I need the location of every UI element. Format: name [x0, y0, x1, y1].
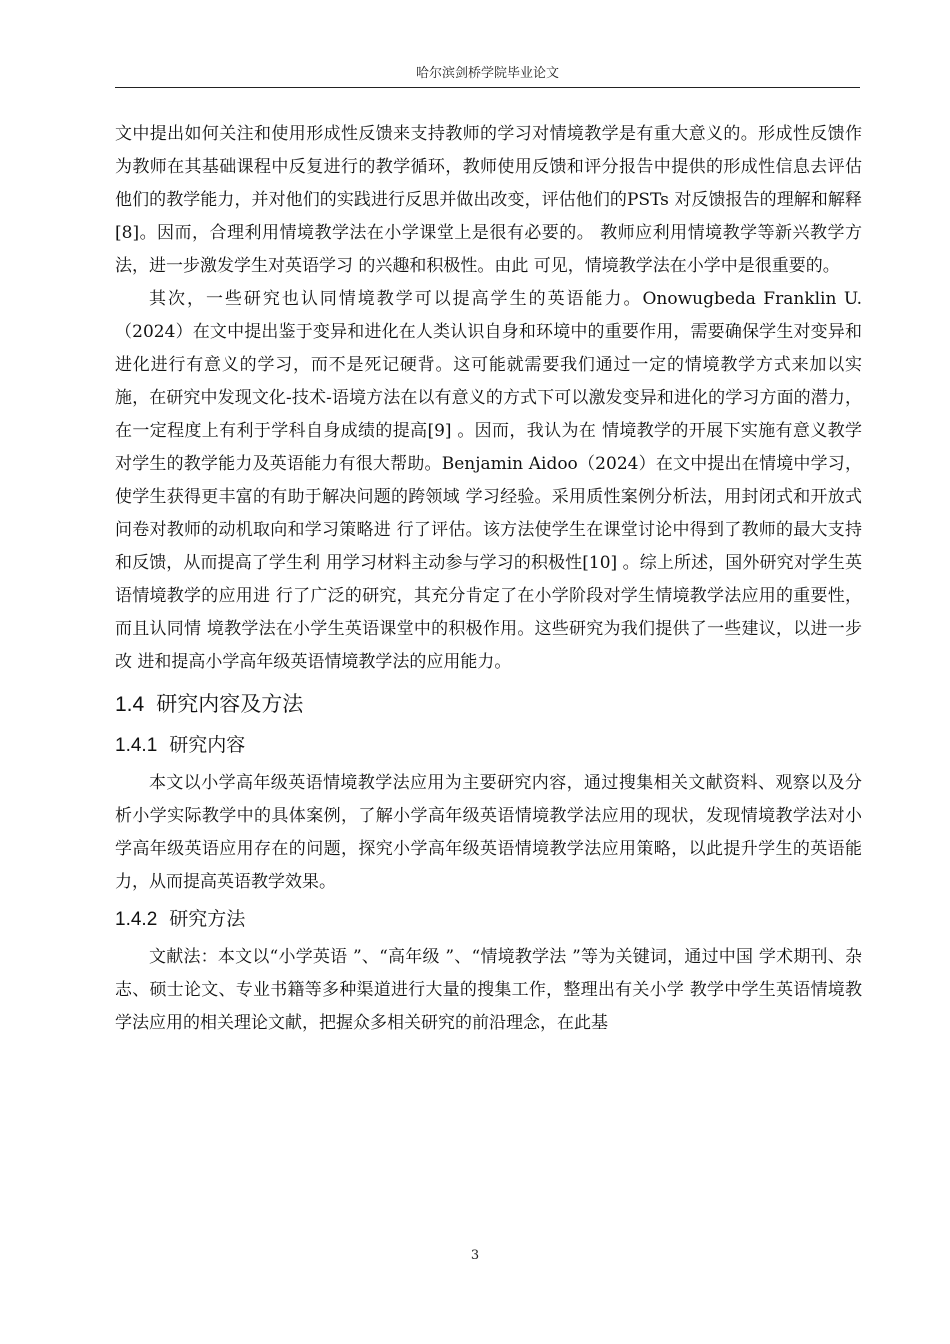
page-body: [115, 118, 862, 1040]
header-divider: [115, 87, 860, 88]
subsection-heading-1-4-1: [115, 727, 862, 765]
subsection-number: 1.4.1: [115, 735, 158, 756]
page-header: 哈尔滨剑桥学院毕业论文: [415, 66, 559, 81]
subsection-title: 研究内容: [169, 735, 246, 756]
page-number: 3: [470, 1248, 480, 1263]
section-title: 研究内容及方法: [156, 693, 304, 716]
body-paragraph-4: 文献法：本文以“小学英语 ”、“高年级 ”、“情境教学法 ”等为关键词，通过中国 学术期刊、杂志、硕士论文、专业书籍等多种渠道进行大量的搜集工作，整理出有关小学 教学中学生英语情境教学法应用的相关理论文献，把握众多相关研究的前沿理念，在此基: [115, 947, 862, 1033]
subsection-heading-1-4-2: [115, 901, 862, 939]
subsection-title: 研究方法: [169, 909, 246, 930]
body-paragraph-1: 文中提出如何关注和使用形成性反馈来支持教师的学习对情境教学是有重大意义的。形成性反馈作为教师在其基础课程中反复进行的教学循环，教师使用反馈和评分报告中提供的形成性信息去评估他们的教学能力，并对他们的实践进行反思并做出改变，评估他们的PSTs 对反馈报告的理解和解释[8]。因而，合理利用情境教学法在小学课堂上是很有必要的。 教师应利用情境教学等新兴教学方法，进一步激发学生对英语学习 的兴趣和积极性。由此 可见，情境教学法在小学中是很重要的。: [115, 124, 862, 276]
subsection-number: 1.4.2: [115, 909, 158, 930]
body-paragraph-2: 其次，一些研究也认同情境教学可以提高学生的英语能力。Onowugbeda Franklin U.（2024）在文中提出鉴于变异和进化在人类认识自身和环境中的重要作用，需要确保学生对变异和进化进行有意义的学习，而不是死记硬背。这可能就需要我们通过一定的情境教学方式来加以实施，在研究中发现文化-技术-语境方法在以有意义的方式下可以激发变异和进化的学习方面的潜力，在一定程度上有利于学科自身成绩的提高[9] 。因而，我认为在 情境教学的开展下实施有意义教学对学生的教学能力及英语能力有很大帮助。Benjamin Aidoo（2024）在文中提出在情境中学习，使学生获得更丰富的有助于解决问题的跨领域 学习经验。采用质性案例分析法，用封闭式和开放式问卷对教师的动机取向和学习策略进 行了评估。该方法使学生在课堂讨论中得到了教师的最大支持和反馈，从而提高了学生利 用学习材料主动参与学习的积极性[10] 。综上所述，国外研究对学生英语情境教学的应用进 行了广泛的研究，其充分肯定了在小学阶段对学生情境教学法应用的重要性，而且认同情 境教学法在小学生英语课堂中的积极作用。这些研究为我们提供了一些建议，以进一步改 进和提高小学高年级英语情境教学法的应用能力。: [115, 289, 862, 672]
body-paragraph-3: 本文以小学高年级英语情境教学法应用为主要研究内容，通过搜集相关文献资料、观察以及分析小学实际教学中的具体案例，了解小学高年级英语情境教学法应用的现状，发现情境教学法对小学高年级英语应用存在的问题，探究小学高年级英语情境教学法应用策略，以此提升学生的英语能力，从而提高英语教学效果。: [115, 773, 862, 892]
section-heading-1-4: [115, 685, 862, 725]
section-number: 1.4: [115, 693, 145, 716]
